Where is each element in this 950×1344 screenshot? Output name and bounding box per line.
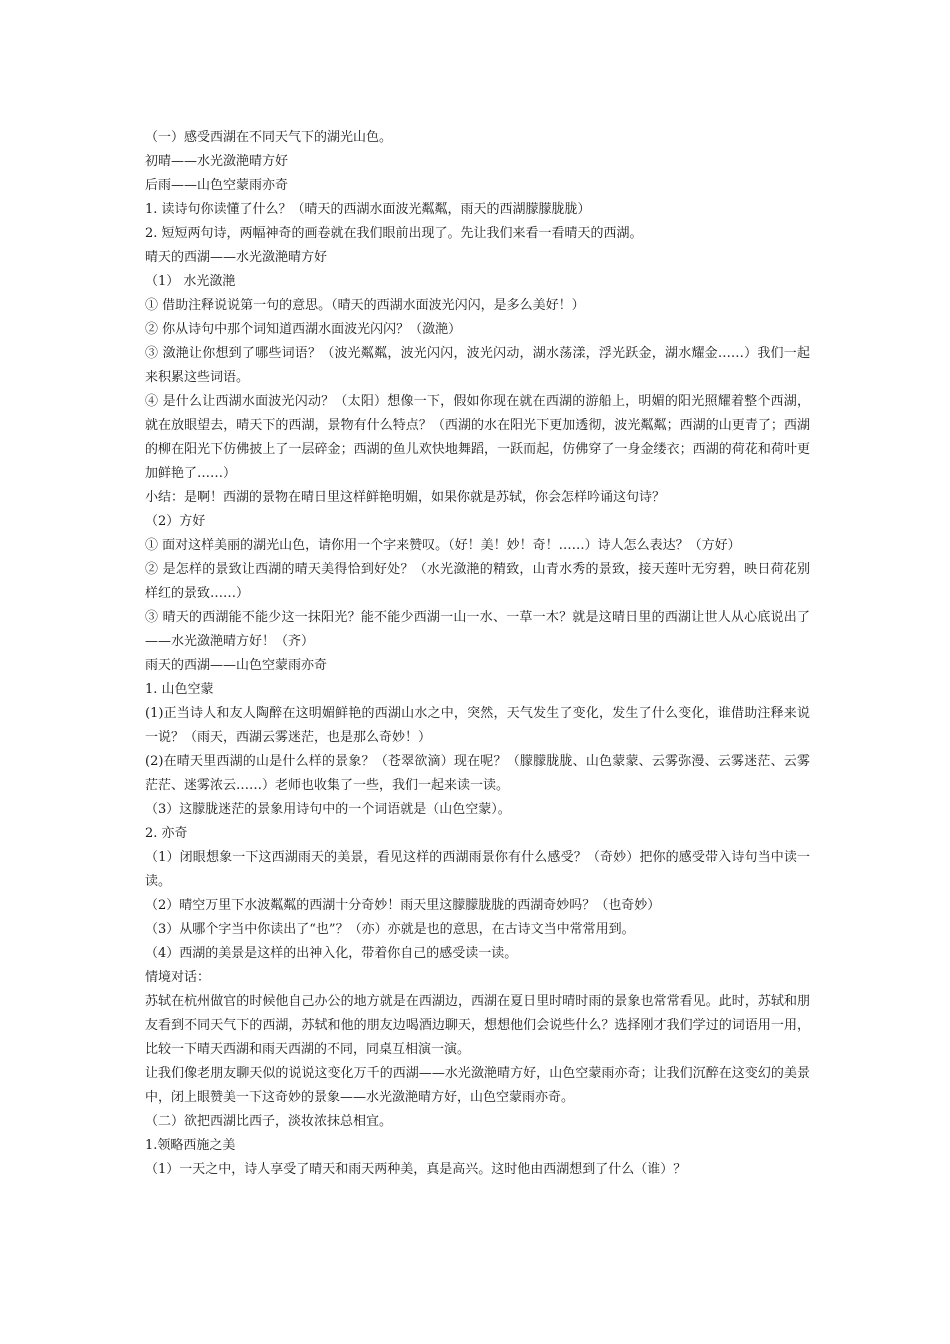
document-body — [145, 126, 810, 1182]
paragraph: ① 面对这样美丽的湖光山色，请你用一个字来赞叹。（好！美！妙！奇！……）诗人怎么表达？（方好） — [145, 538, 741, 553]
paragraph: （1）一天之中，诗人享受了晴天和雨天两种美，真是高兴。这时他由西湖想到了什么（谁）？ — [145, 1162, 687, 1177]
paragraph: （3）这朦胧迷茫的景象用诗句中的一个词语就是（山色空蒙）。 — [145, 802, 511, 817]
paragraph: （1）闭眼想象一下这西湖雨天的美景，看见这样的西湖雨景你有什么感受？（奇妙）把你的感受带入诗句当中读一读。 — [145, 850, 810, 889]
paragraph: （3）从哪个字当中你读出了“也”？（亦）亦就是也的意思，在古诗文当中常常用到。 — [145, 922, 635, 937]
paragraph: ② 是怎样的景致让西湖的晴天美得恰到好处？（水光潋滟的精致，山青水秀的景致，接天莲叶无穷碧，映日荷花别样红的景致……） — [145, 562, 810, 601]
paragraph: 2. 短短两句诗，两幅神奇的画卷就在我们眼前出现了。先让我们来看一看晴天的西湖。 — [145, 226, 643, 241]
paragraph: (2)在晴天里西湖的山是什么样的景象？（苍翠欲滴）现在呢？（朦朦胧胧、山色蒙蒙、云雾弥漫、云雾迷茫、云雾茫茫、迷雾浓云……）老师也收集了一些，我们一起来读一读。 — [145, 754, 810, 793]
paragraph: （4）西湖的美景是这样的出神入化，带着你自己的感受读一读。 — [145, 946, 518, 961]
paragraph: (1)正当诗人和友人陶醉在这明媚鲜艳的西湖山水之中，突然，天气发生了变化，发生了什么变化，谁借助注释来说一说？（雨天，西湖云雾迷茫，也是那么奇妙！） — [145, 706, 810, 745]
paragraph: 1. 山色空蒙 — [145, 682, 214, 697]
paragraph: （一）感受西湖在不同天气下的湖光山色。 — [145, 130, 393, 145]
paragraph: 雨天的西湖——山色空蒙雨亦奇 — [145, 658, 328, 673]
paragraph: 1.领略西施之美 — [145, 1138, 236, 1153]
paragraph: 小结：是啊！西湖的景物在晴日里这样鲜艳明媚，如果你就是苏轼，你会怎样吟诵这句诗？ — [145, 490, 666, 505]
paragraph: （2）方好 — [145, 514, 206, 529]
paragraph: 晴天的西湖——水光潋滟晴方好 — [145, 250, 328, 265]
paragraph: ③ 晴天的西湖能不能少这一抹阳光？能不能少西湖一山一水、一草一木？就是这晴日里的西湖让世人从心底说出了——水光潋滟晴方好！（齐） — [145, 610, 810, 649]
paragraph: ③ 潋滟让你想到了哪些词语？（波光粼粼，波光闪闪，波光闪动，湖水荡漾，浮光跃金，湖水耀金……）我们一起来积累这些词语。 — [145, 346, 810, 385]
paragraph: 苏轼在杭州做官的时候他自己办公的地方就是在西湖边，西湖在夏日里时晴时雨的景象也常常看见。此时，苏轼和朋友看到不同天气下的西湖，苏轼和他的朋友边喝酒边聊天，想想他们会说些什么？选择刚才我们学过的词语用一用，比较一下晴天西湖和雨天西湖的不同，同桌互相演一演。 — [145, 994, 810, 1057]
paragraph: 情境对话： — [145, 970, 211, 985]
paragraph: 2. 亦奇 — [145, 826, 188, 841]
paragraph: ② 你从诗句中那个词知道西湖水面波光闪闪？（潋滟） — [145, 322, 462, 337]
paragraph: （2）晴空万里下水波粼粼的西湖十分奇妙！雨天里这朦朦胧胧的西湖奇妙吗？（也奇妙） — [145, 898, 661, 913]
paragraph: （1） 水光潋滟 — [145, 274, 236, 289]
paragraph: ① 借助注释说说第一句的意思。（晴天的西湖水面波光闪闪，是多么美好！） — [145, 298, 585, 313]
paragraph: 后雨——山色空蒙雨亦奇 — [145, 178, 289, 193]
paragraph: 1. 读诗句你读懂了什么？（晴天的西湖水面波光粼粼，雨天的西湖朦朦胧胧） — [145, 202, 591, 217]
paragraph: ④ 是什么让西湖水面波光闪动？（太阳）想像一下，假如你现在就在西湖的游船上，明媚的阳光照耀着整个西湖，就在放眼望去，晴天下的西湖，景物有什么特点？（西湖的水在阳光下更加透彻，波光粼粼；西湖的山更青了；西湖的柳在阳光下仿佛披上了一层碎金；西湖的鱼儿欢快地舞蹈，一跃而起，仿佛穿了一身金缕衣；西湖的荷花和荷叶更加鲜艳了……） — [145, 394, 810, 481]
paragraph: 初晴——水光潋滟晴方好 — [145, 154, 289, 169]
paragraph: （二）欲把西湖比西子，淡妆浓抹总相宜。 — [145, 1114, 393, 1129]
paragraph: 让我们像老朋友聊天似的说说这变化万千的西湖——水光潋滟晴方好，山色空蒙雨亦奇；让我们沉醉在这变幻的美景中，闭上眼赞美一下这奇妙的景象——水光潋滟晴方好，山色空蒙雨亦奇。 — [145, 1066, 810, 1105]
